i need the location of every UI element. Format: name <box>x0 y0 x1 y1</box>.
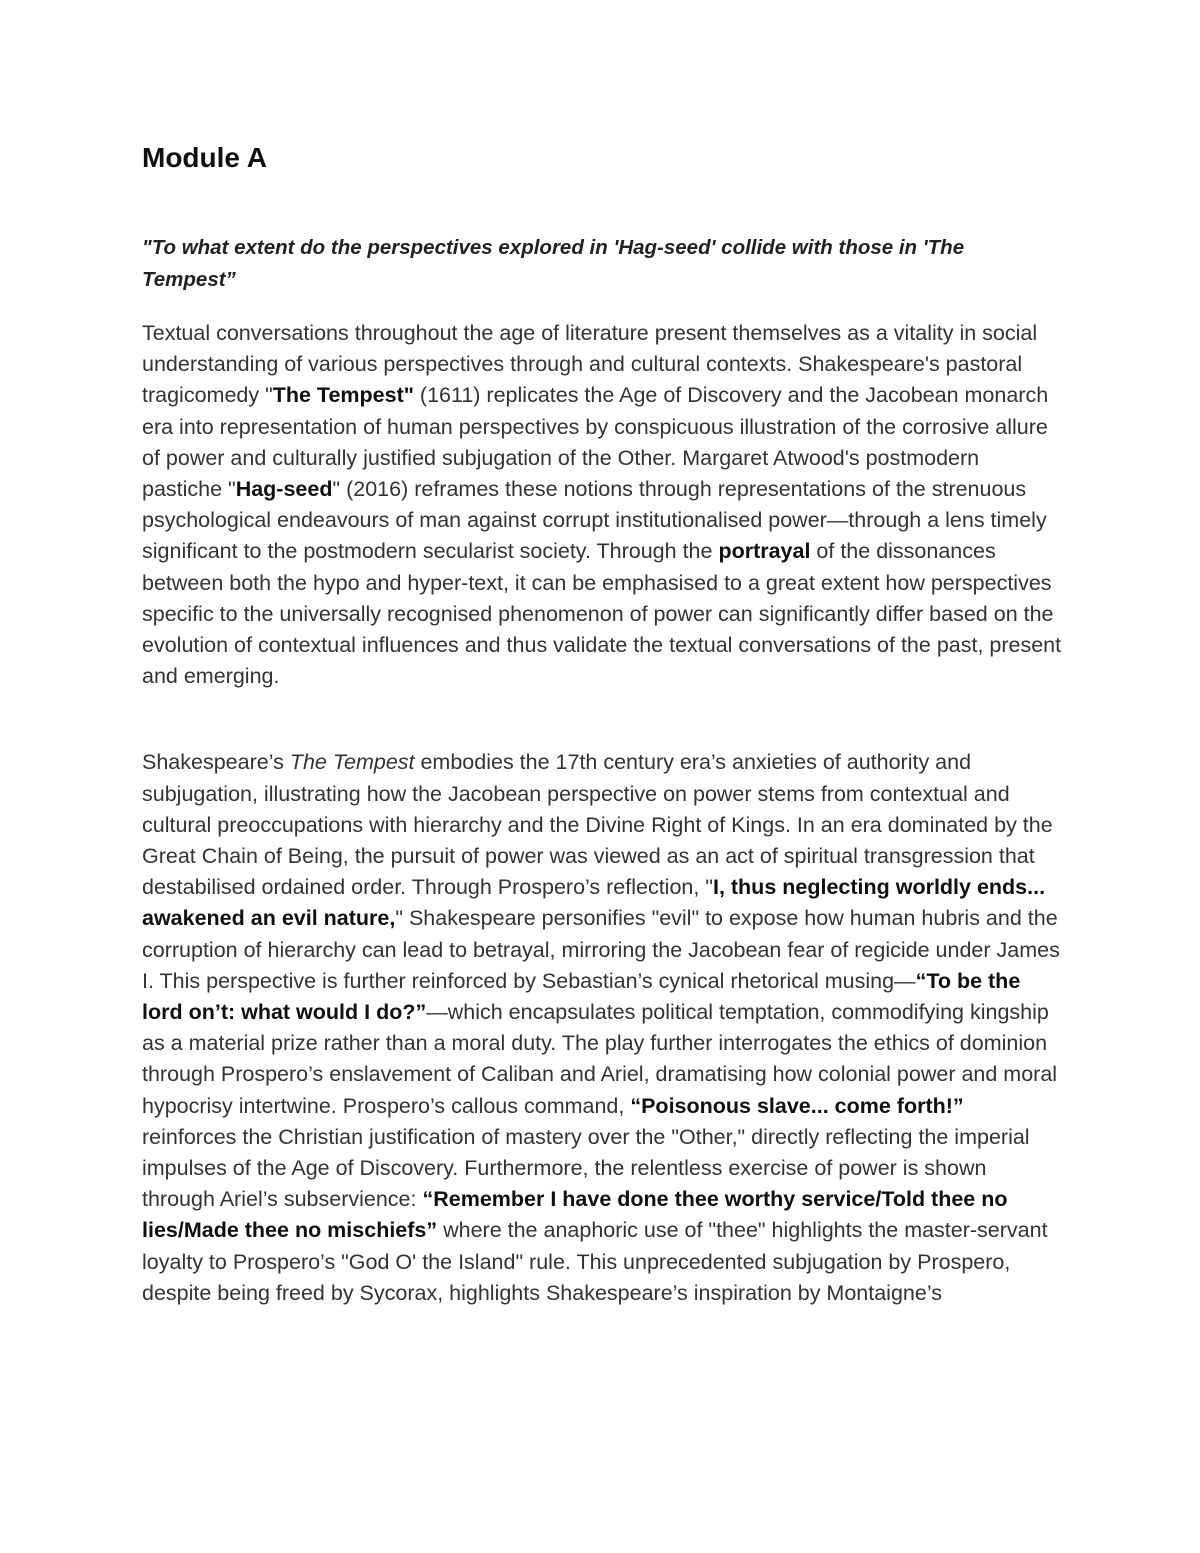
text-run: (1611) replicates the Age of Discovery and the Jacobean monarch era into representation of human perspectives by conspicuous illustration of the corrosive allure of power and culturally justified subjugation of the Other. Margaret Atwood's postmodern pastiche " <box>142 383 1049 502</box>
paragraph-introduction <box>142 318 1062 692</box>
text-run: " Shakespeare personifies "evil" to expose how human hubris and the corruption of hierarchy can lead to betrayal, mirroring the Jacobean fear of regicide under James I. This perspective is further reinforced by Sebastian’s cynical rhetorical musing— <box>142 906 1060 993</box>
text-run: —which encapsulates political temptation, commodifying kingship as a material prize rather than a moral duty. The play further interrogates the ethics of dominion through Prospero’s enslavement of Caliban and Ariel, dramatising how colonial power and moral hypocrisy intertwine. Prospero’s callous command, <box>142 1000 1058 1118</box>
bold-run: I, thus neglecting worldly ends... awakened an evil nature, <box>142 875 1046 931</box>
text-run: embodies the 17th century era’s anxieties of authority and subjugation, illustrating how the Jacobean perspective on power stems from contextual and cultural preoccupations with hierarchy and the Divine Right of Kings. In an era dominated by the Great Chain of Being, the pursuit of power was viewed as an act of spiritual transgression that destabilised ordained order. Through Prospero’s reflection, " <box>142 750 1053 900</box>
text-run: " (2016) reframes these notions through representations of the strenuous psychological endeavours of man against corrupt institutionalised power—through a lens timely significant to the postmodern secularist society. Through the <box>142 477 1047 564</box>
bold-run: portrayal <box>718 539 811 564</box>
bold-run: Hag-seed <box>235 477 333 502</box>
text-run: of the dissonances between both the hypo and hyper-text, it can be emphasised to a great extent how perspectives specific to the universally recognised phenomenon of power can significantly differ based on the evolution of contextual influences and thus validate the textual conversations of the past, present and emerging. <box>142 539 1062 689</box>
document-title: Module A <box>142 142 267 173</box>
text-run: Shakespeare’s <box>142 750 290 775</box>
text-run: reinforces the Christian justification of mastery over the "Other," directly reflecting the imperial impulses of the Age of Discovery. Furthermore, the relentless exercise of power is shown through Ariel’s subservience: <box>142 1124 1030 1212</box>
bold-run: The Tempest" <box>272 383 414 408</box>
text-run: where the anaphoric use of "thee" highlights the master-servant loyalty to Prospero’s "God O' the Island" rule. This unprecedented subjugation by Prospero, despite being freed by Sycorax, highlights Shakespeare’s inspiration by Montaigne’s <box>142 1218 1048 1305</box>
bold-run: “To be the lord on’t: what would I do?” <box>142 968 1021 1025</box>
essay-question: "To what extent do the perspectives explored in 'Hag-seed' collide with those in 'The Tempest” <box>142 236 965 291</box>
text-run: Textual conversations throughout the age of literature present themselves as a vitality in social understanding of various perspectives through and cultural contexts. Shakespeare's pastoral tragicomedy " <box>142 321 1038 408</box>
bold-run: “Poisonous slave... come forth!” <box>630 1093 964 1118</box>
italic-run: The Tempest <box>289 750 415 775</box>
bold-run: “Remember I have done thee worthy service/Told thee no lies/Made thee no mischiefs” <box>142 1187 1008 1243</box>
document-page <box>142 140 1062 1309</box>
paragraph-body <box>142 747 1062 1309</box>
